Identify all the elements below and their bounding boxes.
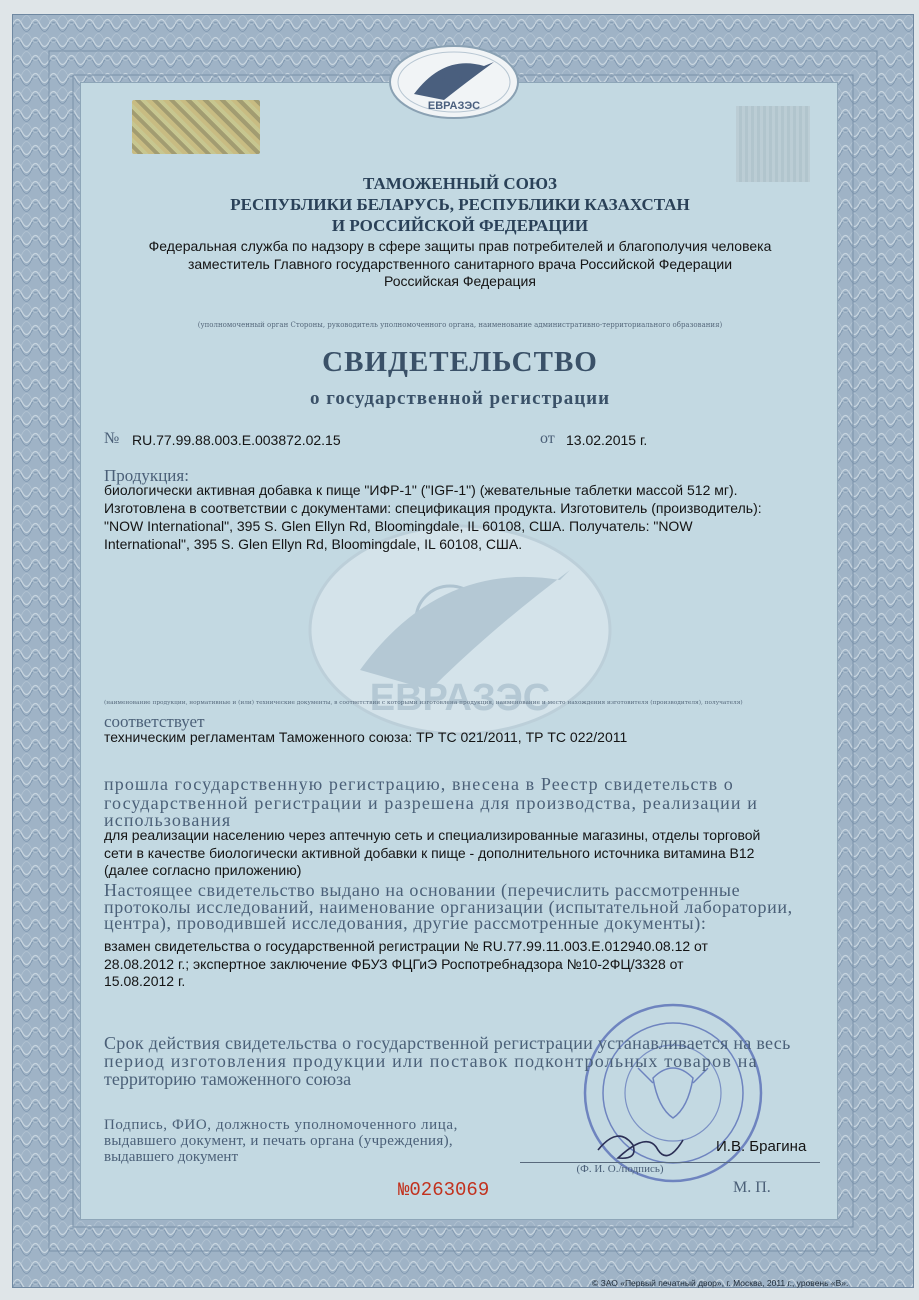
registry-line2: государственной регистрации и разрешена для производства, реализации и	[104, 793, 758, 813]
registration-number: RU.77.99.88.003.Е.003872.02.15	[132, 432, 341, 448]
printer-note: © ЗАО «Первый печатный двор», г. Москва, 2011 г., уровень «В».	[592, 1278, 849, 1288]
basis-text2: 28.08.2012 г.; экспертное заключение ФБУЗ ФЦГиЭ Роспотребнадзора №10-2ФЦ/3328 от	[104, 956, 684, 972]
signer-name: И.В. Брагина	[716, 1138, 807, 1155]
security-mark	[736, 106, 810, 182]
product-line1: биологически активная добавка к пище "ИФР-1" ("IGF-1") (жевательные таблетки массой 512 мг).	[104, 482, 738, 498]
product-line3: "NOW International", 395 S. Glen Ellyn Rd, Bloomingdale, IL 60108, США. Получатель: "NOW	[104, 518, 693, 534]
number-label: №	[104, 430, 120, 447]
usage-line3: (далее согласно приложению)	[104, 862, 302, 878]
basis-line1: Настоящее свидетельство выдано на основании (перечислить рассмотренные	[104, 880, 741, 900]
certificate-subtitle: о государственной регистрации	[309, 388, 611, 409]
date-label: от	[540, 430, 555, 447]
validity-line3: территорию таможенного союза	[104, 1069, 352, 1089]
header-line3: И РОССИЙСКОЙ ФЕДЕРАЦИИ	[331, 216, 589, 235]
product-caption: (наименование продукции, нормативные и (или) технические документы, в соответствии с которыми изготовлена продукция, наименование и место нахождения изготовителя (производителя), получателя)	[104, 700, 743, 706]
header-line2: РЕСПУБЛИКИ БЕЛАРУСЬ, РЕСПУБЛИКИ КАЗАХСТАН	[230, 195, 690, 214]
basis-text3: 15.08.2012 г.	[104, 973, 186, 989]
product-line4: International", 395 S. Glen Ellyn Rd, Bloomingdale, IL 60108, США.	[104, 536, 523, 552]
authority-line1: Федеральная служба по надзору в сфере защиты прав потребителей и благополучия человека	[148, 238, 772, 254]
registry-line1: прошла государственную регистрацию, внесена в Реестр свидетельств о	[104, 774, 734, 794]
registration-date: 13.02.2015 г.	[566, 432, 648, 448]
validity-line2: период изготовления продукции или поставок подконтрольных товаров на	[104, 1051, 758, 1071]
authority-line2: заместитель Главного государственного санитарного врача Российской Федерации	[187, 256, 733, 272]
product-line2: Изготовлена в соответствии с документами: спецификация продукта. Изготовитель (производитель):	[104, 500, 762, 516]
conformity-text: техническим регламентам Таможенного союза: ТР ТС 021/2011, ТР ТС 022/2011	[104, 729, 628, 745]
header-line1: ТАМОЖЕННЫЙ СОЮЗ	[363, 174, 557, 193]
signature-caption2: выдавшего документ, и печать органа (учреждения),	[104, 1133, 453, 1149]
basis-text1: взамен свидетельства о государственной регистрации № RU.77.99.11.003.Е.012940.08.12 от	[104, 938, 708, 954]
serial-number: №0263069	[398, 1179, 490, 1201]
signature-caption3: выдавшего документ	[104, 1149, 239, 1165]
conformity-label: соответствует	[104, 712, 205, 731]
validity-line1: Срок действия свидетельства о государственной регистрации устанавливается на весь	[104, 1033, 791, 1053]
evrazes-watermark	[300, 520, 620, 750]
evrazes-emblem	[384, 44, 524, 126]
basis-line3: центра), проводившей исследования, другие рассмотренные документы):	[104, 913, 707, 933]
certificate-title: СВИДЕТЕЛЬСТВО	[322, 346, 598, 378]
signature-caption1: Подпись, ФИО, должность уполномоченного лица,	[104, 1117, 458, 1133]
usage-line1: для реализации населению через аптечную сеть и специализированные магазины, отделы торговой	[104, 827, 761, 843]
product-label: Продукция:	[104, 466, 189, 485]
mp-label: М. П.	[733, 1179, 771, 1196]
watermark-label: ЕВРАЗЭС	[369, 677, 551, 719]
usage-line2: сети в качестве биологически активной добавки к пище - дополнительного источника витамина В12	[104, 845, 755, 861]
hologram-sticker	[132, 100, 260, 154]
authority-line3: Российская Федерация	[384, 273, 536, 289]
registry-line3: использования	[104, 810, 232, 830]
authority-caption: (уполномоченный орган Стороны, руководитель уполномоченного органа, наименование административно-территориального образования)	[197, 321, 723, 329]
basis-line2: протоколы исследований, наименование организации (испытательной лаборатории,	[104, 897, 793, 917]
signer-name-caption: (Ф. И. О./подпись)	[576, 1163, 664, 1175]
emblem-label: ЕВРАЗЭС	[427, 100, 481, 112]
